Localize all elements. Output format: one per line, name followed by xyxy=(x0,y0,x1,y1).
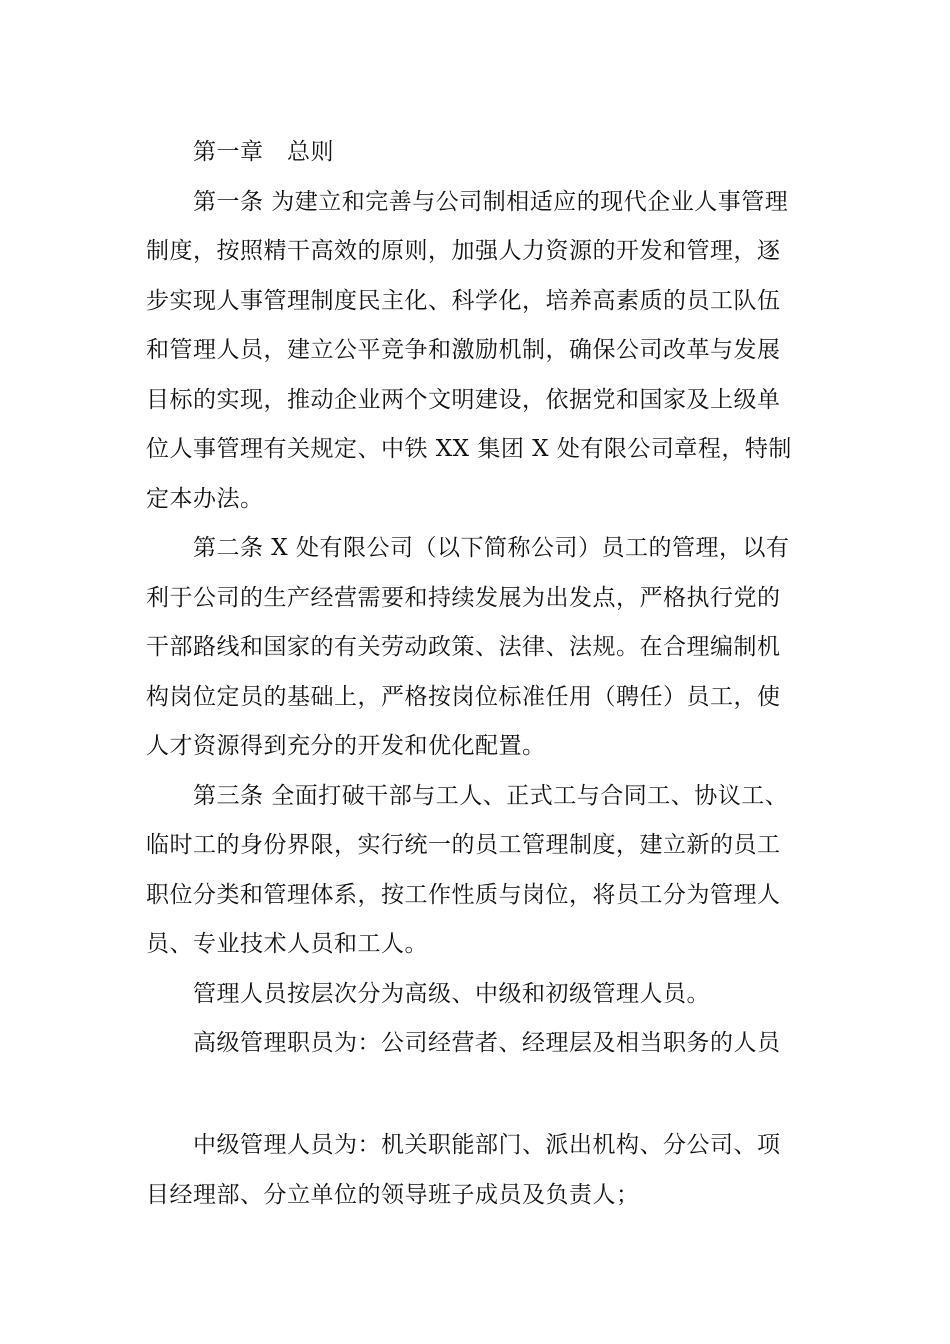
article-2-line-4: 构岗位定员的基础上，严格按岗位标准任用（聘任）员工，使 xyxy=(146,683,781,710)
middle-management-line-1: 中级管理人员为：机关职能部门、派出机构、分公司、项 xyxy=(193,1132,781,1158)
article-2-line-2: 利于公司的生产经营需要和持续发展为出发点，严格执行党的 xyxy=(146,584,781,611)
article-3-line-3: 职位分类和管理体系，按工作性质与岗位，将员工分为管理人 xyxy=(146,881,781,908)
article-1-line-1: 第一条 为建立和完善与公司制相适应的现代企业人事管理 xyxy=(193,188,789,215)
senior-management-line: 高级管理职员为：公司经营者、经理层及相当职务的人员 xyxy=(193,1030,781,1056)
document-body xyxy=(146,128,806,1069)
article-2-line-3: 干部路线和国家的有关劳动政策、法律、法规。在合理编制机 xyxy=(146,634,781,660)
article-3-line-1: 第三条 全面打破干部与工人、正式工与合同工、协议工、 xyxy=(193,782,789,809)
document-body-continued xyxy=(146,1121,806,1220)
middle-management-line-2: 目经理部、分立单位的领导班子成员及负责人； xyxy=(146,1181,640,1208)
article-2-line-5: 人才资源得到充分的开发和优化配置。 xyxy=(146,733,546,759)
article-1-line-4: 和管理人员，建立公平竞争和激励机制，确保公司改革与发展 xyxy=(146,337,781,363)
management-levels-line: 管理人员按层次分为高级、中级和初级管理人员。 xyxy=(193,980,710,1007)
article-1-line-5: 目标的实现，推动企业两个文明建设，依据党和国家及上级单 xyxy=(146,386,781,413)
article-3-line-4: 员、专业技术人员和工人。 xyxy=(146,931,428,957)
article-1-line-7: 定本办法。 xyxy=(146,485,264,512)
article-1-line-6: 位人事管理有关规定、中铁 XX 集团 X 处有限公司章程，特制 xyxy=(146,436,792,462)
article-1-line-2: 制度，按照精干高效的原则，加强人力资源的开发和管理，逐 xyxy=(146,238,781,264)
article-1-line-3: 步实现人事管理制度民主化、科学化，培养高素质的员工队伍 xyxy=(146,287,781,314)
chapter-heading: 第一章 总则 xyxy=(193,139,334,165)
article-3-line-2: 临时工的身份界限，实行统一的员工管理制度，建立新的员工 xyxy=(146,832,781,858)
article-2-line-1: 第二条 X 处有限公司（以下简称公司）员工的管理，以有 xyxy=(193,535,790,561)
